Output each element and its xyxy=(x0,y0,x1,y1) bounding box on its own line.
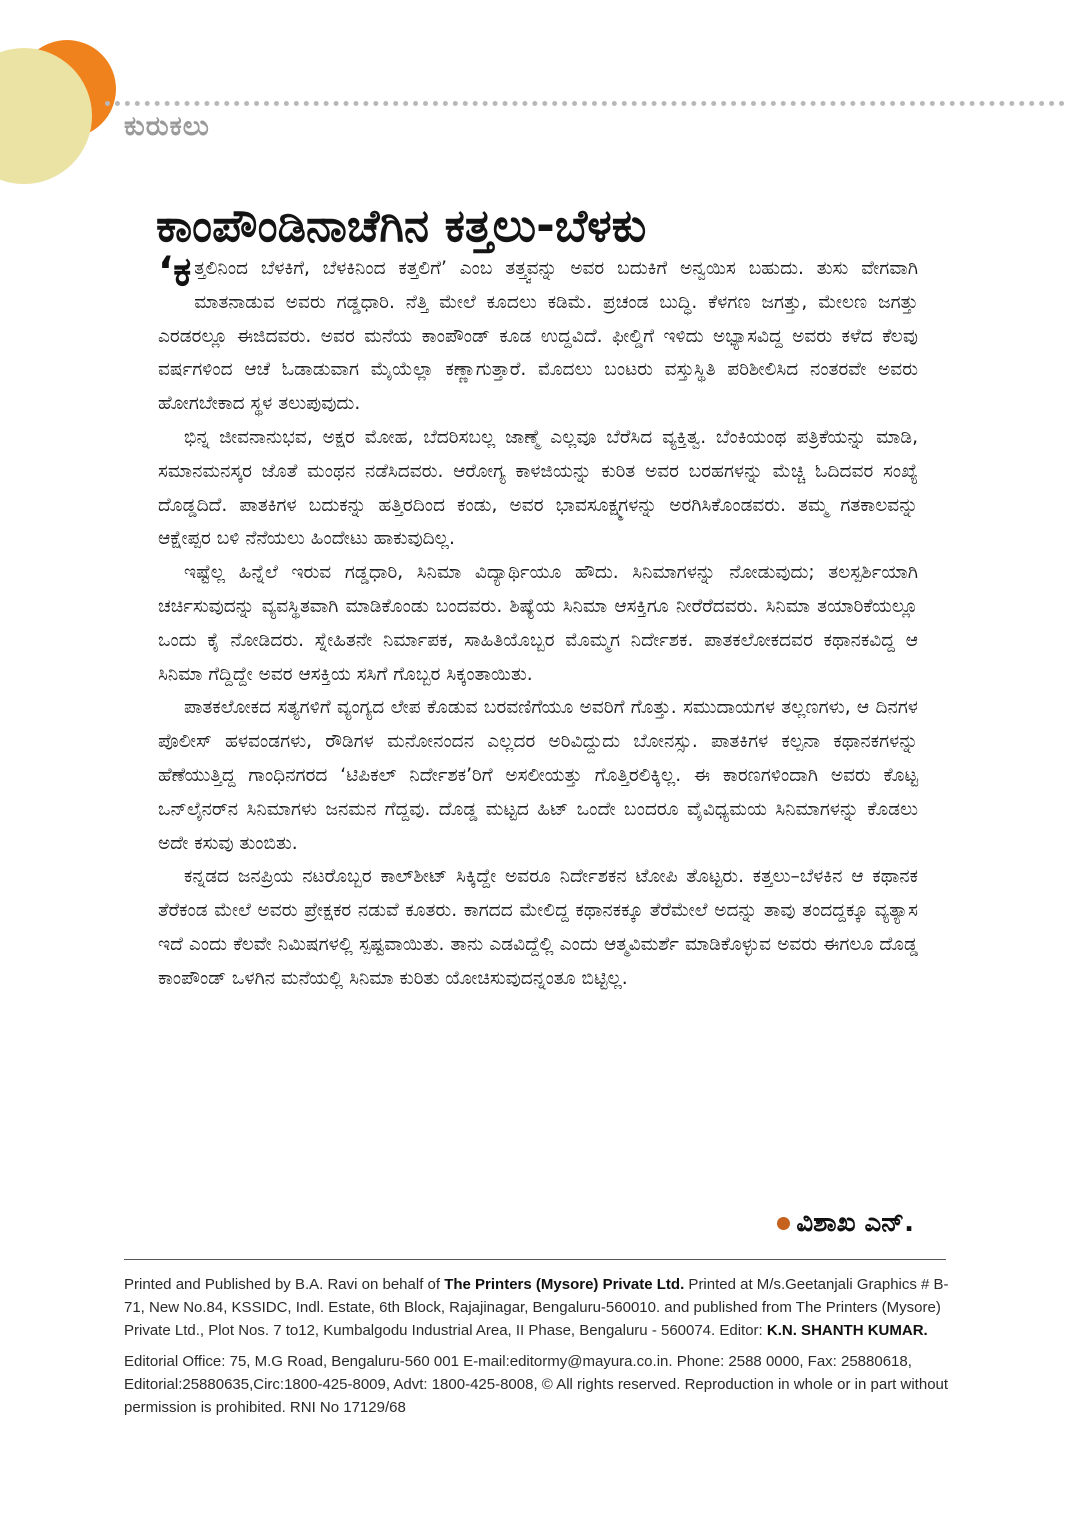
imprint-editor: K.N. SHANTH KUMAR. xyxy=(766,1322,928,1339)
article-paragraph: ಭಿನ್ನ ಜೀವನಾನುಭವ, ಅಕ್ಷರ ಮೋಹ, ಬೆದರಿಸಬಲ್ಲ ಜಾಣ್ಮೆ ಎಲ್ಲವೂ ಬೆರೆಸಿದ ವ್ಯಕ್ತಿತ್ವ. ಬೆಂಕಿಯಂಥ ಪತ್ರಿಕೆಯನ್ನು ಮಾಡಿ, ಸಮಾನಮನಸ್ಕರ ಜೊತೆ ಮಂಥನ ನಡೆಸಿದವರು. ಆರೋಗ್ಯ ಕಾಳಜಿಯನ್ನು ಕುರಿತ ಅವರ ಬರಹಗಳನ್ನು ಮೆಚ್ಚಿ ಓದಿದವರ ಸಂಖ್ಯೆ ದೊಡ್ಡದಿದೆ. ಪಾತಕಿಗಳ ಬದುಕನ್ನು ಹತ್ತಿರದಿಂದ ಕಂಡು, ಅವರ ಭಾವಸೂಕ್ಷ್ಮಗಳನ್ನು ಅರಗಿಸಿಕೊಂಡವರು. ತಮ್ಮ ಗತಕಾಲವನ್ನು ಆಕ್ಷೇಪ್ಪರ ಬಳಿ ನೆನೆಯಲು ಹಿಂದೇಟು ಹಾಕುವುದಿಲ್ಲ. xyxy=(158,426,918,550)
imprint-company: The Printers (Mysore) Private Ltd. xyxy=(444,1276,685,1293)
article-paragraph xyxy=(158,249,918,421)
footer-divider xyxy=(124,1259,946,1260)
article-headline: ಕಾಂಪೌಂಡಿನಾಚೆಗಿನ ಕತ್ತಲು-ಬೆಳಕು xyxy=(156,199,647,253)
paragraph-text: ತ್ತಲಿನಿಂದ ಬೆಳಕಿಗೆ, ಬೆಳಕಿನಿಂದ ಕತ್ತಲಿಗೆ’ ಎಂಬ ತತ್ತ್ವವನ್ನು ಅವರ ಬದುಕಿಗೆ ಅನ್ವಯಿಸ ಬಹುದು. ತುಸು ವೇಗವಾಗಿ ಮಾತನಾಡುವ ಅವರು ಗಡ್ಡಧಾರಿ. ನೆತ್ತಿ ಮೇಲೆ ಕೂದಲು ಕಡಿಮೆ. ಪ್ರಚಂಡ ಬುದ್ಧಿ. ಕೆಳಗಣ ಜಗತ್ತು, ಮೇಲಣ ಜಗತ್ತು ಎರಡರಲ್ಲೂ ಈಜಿದವರು. ಅವರ ಮನೆಯ ಕಾಂಪೌಂಡ್ ಕೂಡ ಉದ್ದವಿದೆ. ಫೀಲ್ಡಿಗೆ ಇಳಿದು ಅಭ್ಯಾಸವಿದ್ದ ಅವರು ಕಳೆದ ಕೆಲವು ವರ್ಷಗಳಿಂದ ಆಚೆ ಓಡಾಡುವಾಗ ಮೈಯೆಲ್ಲಾ ಕಣ್ಣಾಗುತ್ತಾರೆ. ಮೊದಲು ಬಂಟರು ವಸ್ತುಸ್ಥಿತಿ ಪರಿಶೀಲಿಸಿದ ನಂತರವೇ ಅವರು ಹೋಗಬೇಕಾದ ಸ್ಥಳ ತಲುಪುವುದು. xyxy=(158,258,918,415)
bullet-dot-icon xyxy=(777,1217,790,1230)
dotted-divider xyxy=(105,101,1065,106)
imprint-block xyxy=(124,1273,954,1419)
drop-cap: ‘ಕ xyxy=(158,249,192,295)
author-name: ವಿಶಾಖ ಎನ್. xyxy=(796,1208,914,1238)
article-body xyxy=(158,249,918,996)
section-label: ಕುರುಕಲು xyxy=(124,111,210,142)
author-byline xyxy=(777,1208,914,1239)
imprint-publisher xyxy=(124,1273,954,1342)
article-paragraph: ಇಷ್ಟೆಲ್ಲ ಹಿನ್ನೆಲೆ ಇರುವ ಗಡ್ಡಧಾರಿ, ಸಿನಿಮಾ ವಿದ್ಯಾರ್ಥಿಯೂ ಹೌದು. ಸಿನಿಮಾಗಳನ್ನು ನೋಡುವುದು; ತಲಸ್ಪರ್ಶಿಯಾಗಿ ಚರ್ಚಿಸುವುದನ್ನು ವ್ಯವಸ್ಥಿತವಾಗಿ ಮಾಡಿಕೊಂಡು ಬಂದವರು. ಶಿಷ್ಯೆಯ ಸಿನಿಮಾ ಆಸಕ್ತಿಗೂ ನೀರೆರೆದವರು. ಸಿನಿಮಾ ತಯಾರಿಕೆಯಲ್ಲೂ ಒಂದು ಕೈ ನೋಡಿದರು. ಸ್ನೇಹಿತನೇ ನಿರ್ಮಾಪಕ, ಸಾಹಿತಿಯೊಬ್ಬರ ಮೊಮ್ಮಗ ನಿರ್ದೇಶಕ. ಪಾತಕಲೋಕದವರ ಕಥಾನಕವಿದ್ದ ಆ ಸಿನಿಮಾ ಗೆದ್ದಿದ್ದೇ ಅವರ ಆಸಕ್ತಿಯ ಸಸಿಗೆ ಗೊಬ್ಬರ ಸಿಕ್ಕಂತಾಯಿತು. xyxy=(158,562,918,685)
imprint-text: Printed at M/s.Geetanjali Graphics # B-71, New No.84, KSSIDC, Indl. Estate, 6th Block, Rajajinagar, Bengaluru-560010. and published from The Printers (Mysore) Private Ltd., Plot Nos. 7 to12, Kumbalgodu Industrial Area, II Phase, Bengaluru - 560074. Editor: xyxy=(124,1276,949,1339)
article-paragraph: ಕನ್ನಡದ ಜನಪ್ರಿಯ ನಟರೊಬ್ಬರ ಕಾಲ್‌ಶೀಟ್ ಸಿಕ್ಕಿದ್ದೇ ಅವರೂ ನಿರ್ದೇಶಕನ ಟೋಪಿ ತೊಟ್ಟರು. ಕತ್ತಲು–ಬೆಳಕಿನ ಆ ಕಥಾನಕ ತೆರೆಕಂಡ ಮೇಲೆ ಅವರು ಪ್ರೇಕ್ಷಕರ ನಡುವೆ ಕೂತರು. ಕಾಗದದ ಮೇಲಿದ್ದ ಕಥಾನಕಕ್ಕೂ ತೆರೆಮೇಲೆ ಅದನ್ನು ತಾವು ತಂದದ್ದಕ್ಕೂ ವ್ಯತ್ಯಾಸ ಇದೆ ಎಂದು ಕೆಲವೇ ನಿಮಿಷಗಳಲ್ಲಿ ಸ್ಪಷ್ಟವಾಯಿತು. ತಾನು ಎಡವಿದ್ದೆಲ್ಲಿ ಎಂದು ಆತ್ಮವಿಮರ್ಶೆ ಮಾಡಿಕೊಳ್ಳುವ ಅವರು ಈಗಲೂ ದೊಡ್ಡ ಕಾಂಪೌಂಡ್ ಒಳಗಿನ ಮನೆಯಲ್ಲಿ ಸಿನಿಮಾ ಕುರಿತು ಯೋಚಿಸುವುದನ್ನಂತೂ ಬಿಟ್ಟಿಲ್ಲ. xyxy=(158,866,918,989)
imprint-text: Printed and Published by B.A. Ravi on behalf of xyxy=(124,1276,445,1293)
article-paragraph: ಪಾತಕಲೋಕದ ಸತ್ಯಗಳಿಗೆ ವ್ಯಂಗ್ಯದ ಲೇಪ ಕೊಡುವ ಬರವಣಿಗೆಯೂ ಅವರಿಗೆ ಗೊತ್ತು. ಸಮುದಾಯಗಳ ತಲ್ಲಣಗಳು, ಆ ದಿನಗಳ ಪೊಲೀಸ್ ಹಳವಂಡಗಳು, ರೌಡಿಗಳ ಮನೋನಂದನ ಎಲ್ಲದರ ಅರಿವಿದ್ದುದು ಬೋನಸ್ಸು. ಪಾತಕಿಗಳ ಕಲ್ಪನಾ ಕಥಾನಕಗಳನ್ನು ಹೆಣೆಯುತ್ತಿದ್ದ ಗಾಂಧಿನಗರದ ‘ಟಿಪಿಕಲ್ ನಿರ್ದೇಶಕ’ರಿಗೆ ಅಸಲೀಯತ್ತು ಗೊತ್ತಿರಲಿಕ್ಕಿಲ್ಲ. ಈ ಕಾರಣಗಳಿಂದಾಗಿ ಅವರು ಕೊಟ್ಟ ಒನ್‌ಲೈನರ್‌ನ ಸಿನಿಮಾಗಳು ಜನಮನ ಗೆದ್ದವು. ದೊಡ್ಡ ಮಟ್ಟದ ಹಿಟ್ ಒಂದೇ ಬಂದರೂ ವೈವಿಧ್ಯಮಯ ಸಿನಿಮಾಗಳನ್ನು ಕೊಡಲು ಅದೇ ಕಸುವು ತುಂಬಿತು. xyxy=(158,697,918,854)
imprint-office: Editorial Office: 75, M.G Road, Bengaluru-560 001 E-mail:editormy@mayura.co.in. Phone: 2588 0000, Fax: 25880618, Editorial:25880635,Circ:1800-425-8009, Advt: 1800-425-8008, © All rights reserved. Reproduction in whole or in part without permission is prohibited. RNI No 17129/68 xyxy=(124,1353,949,1416)
